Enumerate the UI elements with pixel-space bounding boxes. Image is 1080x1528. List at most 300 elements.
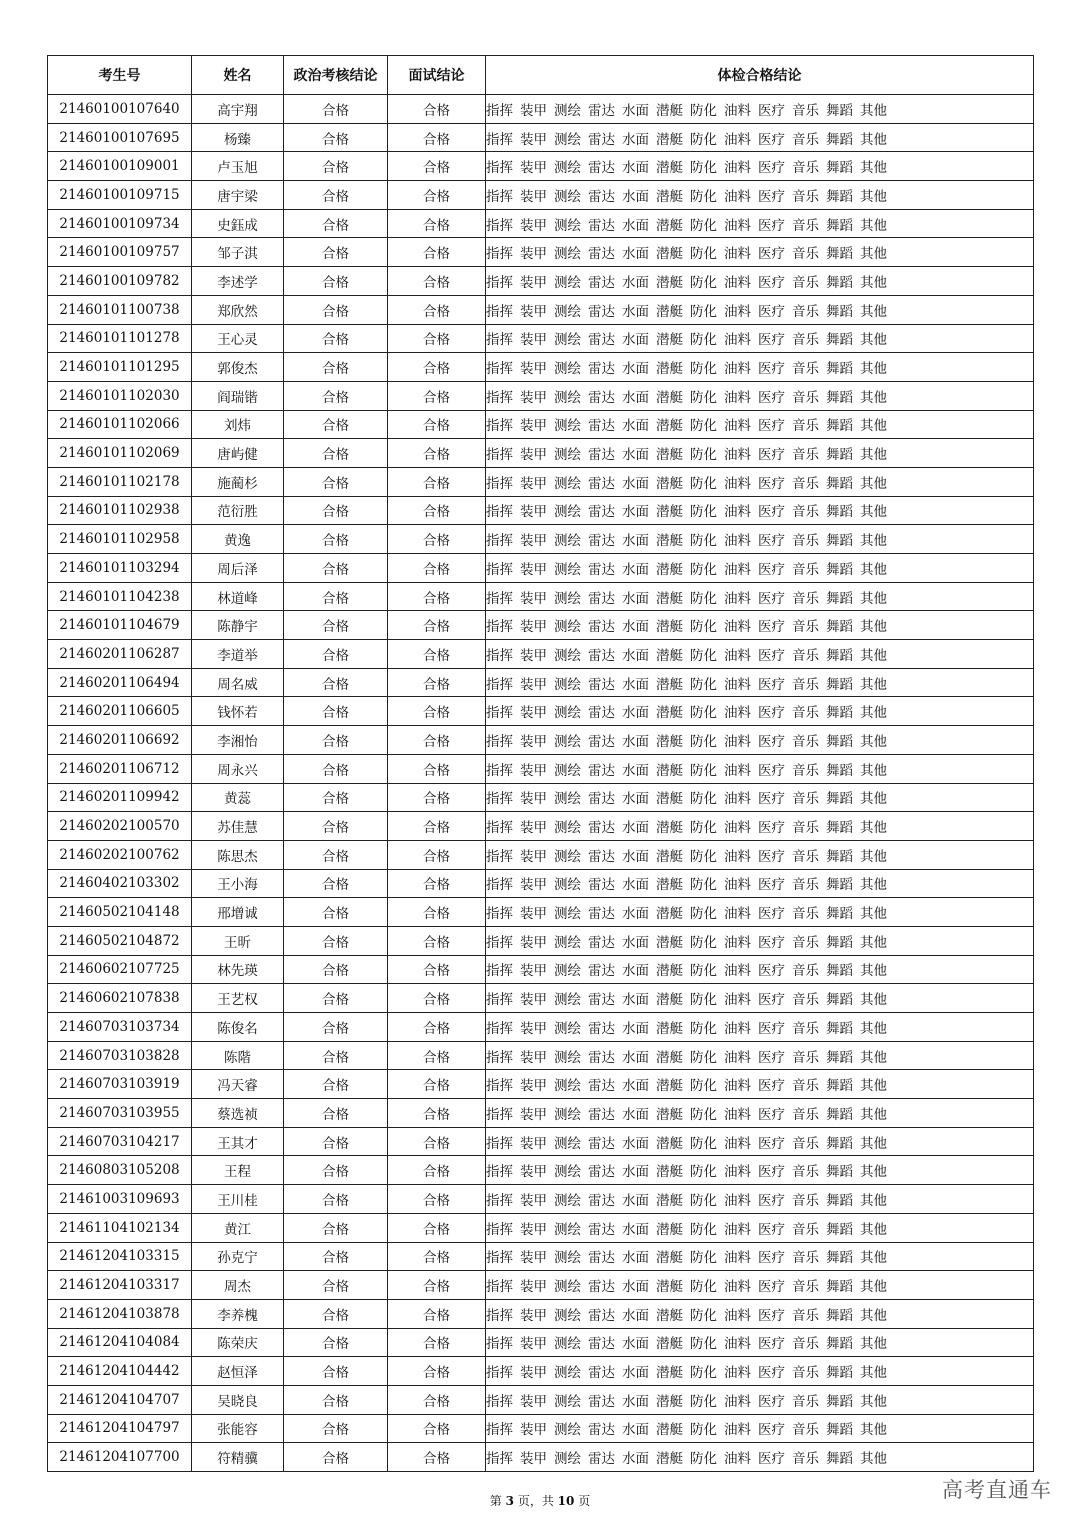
physical-label: 指挥 — [486, 1049, 513, 1066]
physical-label: 舞蹈 — [826, 820, 853, 837]
cell-physical — [486, 209, 1034, 238]
cell-id: 21460602107725 — [48, 955, 192, 984]
physical-label: 油料 — [724, 533, 751, 550]
physical-label: 指挥 — [486, 676, 513, 693]
physical-label: 水面 — [622, 1307, 649, 1324]
physical-label: 医疗 — [758, 963, 785, 980]
physical-label: 油料 — [724, 418, 751, 435]
cell-name: 黄逸 — [192, 525, 284, 554]
physical-label: 医疗 — [758, 848, 785, 865]
cell-interview: 合格 — [388, 410, 486, 439]
physical-label: 油料 — [724, 274, 751, 291]
cell-physical — [486, 554, 1034, 583]
physical-label: 测绘 — [554, 1279, 581, 1296]
physical-label: 水面 — [622, 389, 649, 406]
physical-label: 雷达 — [588, 160, 615, 177]
physical-label: 潜艇 — [656, 274, 683, 291]
cell-political: 合格 — [284, 353, 388, 382]
physical-label: 指挥 — [486, 418, 513, 435]
table-row — [48, 726, 1034, 755]
physical-label: 装甲 — [520, 963, 547, 980]
physical-label: 其他 — [860, 820, 887, 837]
cell-physical — [486, 525, 1034, 554]
physical-label: 防化 — [690, 102, 717, 119]
physical-label: 雷达 — [588, 246, 615, 263]
cell-physical — [486, 1127, 1034, 1156]
physical-label: 水面 — [622, 1451, 649, 1468]
cell-political: 合格 — [284, 1156, 388, 1185]
physical-label: 指挥 — [486, 1422, 513, 1439]
physical-label: 音乐 — [792, 1365, 819, 1382]
physical-label: 指挥 — [486, 131, 513, 148]
cell-interview: 合格 — [388, 898, 486, 927]
physical-label: 指挥 — [486, 361, 513, 378]
cell-name: 周永兴 — [192, 754, 284, 783]
table-row — [48, 496, 1034, 525]
cell-political: 合格 — [284, 1213, 388, 1242]
physical-label: 音乐 — [792, 102, 819, 119]
table-row — [48, 898, 1034, 927]
cell-political: 合格 — [284, 467, 388, 496]
physical-label: 指挥 — [486, 1078, 513, 1095]
physical-label: 雷达 — [588, 332, 615, 349]
physical-label: 油料 — [724, 447, 751, 464]
cell-id: 21460100109734 — [48, 209, 192, 238]
cell-political: 合格 — [284, 1271, 388, 1300]
physical-label: 测绘 — [554, 332, 581, 349]
physical-label: 医疗 — [758, 389, 785, 406]
physical-label: 舞蹈 — [826, 1221, 853, 1238]
physical-label: 油料 — [724, 1393, 751, 1410]
physical-label: 舞蹈 — [826, 934, 853, 951]
physical-label: 舞蹈 — [826, 160, 853, 177]
physical-label: 医疗 — [758, 1336, 785, 1353]
physical-label: 指挥 — [486, 475, 513, 492]
cell-id: 21460201106712 — [48, 754, 192, 783]
cell-interview: 合格 — [388, 1099, 486, 1128]
cell-physical — [486, 668, 1034, 697]
cell-political: 合格 — [284, 410, 388, 439]
physical-label: 音乐 — [792, 246, 819, 263]
physical-label: 装甲 — [520, 733, 547, 750]
cell-interview: 合格 — [388, 554, 486, 583]
physical-label: 油料 — [724, 303, 751, 320]
cell-id: 21460101102958 — [48, 525, 192, 554]
physical-label: 油料 — [724, 1279, 751, 1296]
physical-label: 水面 — [622, 1250, 649, 1267]
cell-interview: 合格 — [388, 1013, 486, 1042]
physical-label: 装甲 — [520, 1192, 547, 1209]
table-row — [48, 1242, 1034, 1271]
physical-label: 雷达 — [588, 188, 615, 205]
cell-id: 21460101102069 — [48, 439, 192, 468]
physical-label: 舞蹈 — [826, 1451, 853, 1468]
physical-label: 舞蹈 — [826, 246, 853, 263]
cell-physical — [486, 1328, 1034, 1357]
physical-label: 测绘 — [554, 676, 581, 693]
cell-name: 王艺权 — [192, 984, 284, 1013]
physical-label: 雷达 — [588, 1250, 615, 1267]
cell-physical — [486, 1299, 1034, 1328]
physical-label: 舞蹈 — [826, 1422, 853, 1439]
physical-label: 防化 — [690, 791, 717, 808]
physical-label: 指挥 — [486, 1451, 513, 1468]
physical-label: 雷达 — [588, 561, 615, 578]
physical-label: 油料 — [724, 647, 751, 664]
physical-label: 装甲 — [520, 303, 547, 320]
physical-label: 装甲 — [520, 820, 547, 837]
physical-label: 装甲 — [520, 418, 547, 435]
physical-label: 其他 — [860, 619, 887, 636]
physical-label: 测绘 — [554, 963, 581, 980]
table-row — [48, 439, 1034, 468]
physical-label: 舞蹈 — [826, 1250, 853, 1267]
physical-label: 医疗 — [758, 1078, 785, 1095]
cell-political: 合格 — [284, 267, 388, 296]
physical-label: 装甲 — [520, 1307, 547, 1324]
physical-label: 音乐 — [792, 1049, 819, 1066]
cell-id: 21460101102030 — [48, 381, 192, 410]
physical-label: 雷达 — [588, 1422, 615, 1439]
physical-label: 测绘 — [554, 131, 581, 148]
physical-label: 油料 — [724, 1192, 751, 1209]
cell-interview: 合格 — [388, 1357, 486, 1386]
physical-label: 雷达 — [588, 1049, 615, 1066]
cell-name: 陈階 — [192, 1041, 284, 1070]
physical-label: 油料 — [724, 504, 751, 521]
table-row — [48, 640, 1034, 669]
physical-label: 指挥 — [486, 733, 513, 750]
physical-label: 指挥 — [486, 1164, 513, 1181]
cell-name: 王小海 — [192, 869, 284, 898]
physical-label: 防化 — [690, 676, 717, 693]
physical-label: 油料 — [724, 963, 751, 980]
physical-label: 测绘 — [554, 504, 581, 521]
physical-label: 其他 — [860, 1250, 887, 1267]
cell-id: 21460101104679 — [48, 611, 192, 640]
physical-label: 指挥 — [486, 705, 513, 722]
table-row — [48, 926, 1034, 955]
physical-label: 潜艇 — [656, 1336, 683, 1353]
physical-label: 装甲 — [520, 619, 547, 636]
physical-label: 装甲 — [520, 504, 547, 521]
physical-label: 指挥 — [486, 934, 513, 951]
table-row — [48, 1213, 1034, 1242]
physical-label: 防化 — [690, 590, 717, 607]
physical-label: 音乐 — [792, 676, 819, 693]
cell-id: 21460703104217 — [48, 1127, 192, 1156]
cell-name: 李养槐 — [192, 1299, 284, 1328]
cell-id: 21460100109715 — [48, 181, 192, 210]
cell-political: 合格 — [284, 1328, 388, 1357]
physical-label: 装甲 — [520, 1078, 547, 1095]
physical-label: 其他 — [860, 676, 887, 693]
physical-label: 潜艇 — [656, 647, 683, 664]
physical-label: 测绘 — [554, 762, 581, 779]
physical-label: 装甲 — [520, 1020, 547, 1037]
table-row — [48, 324, 1034, 353]
table-row — [48, 238, 1034, 267]
physical-label: 水面 — [622, 619, 649, 636]
physical-label: 防化 — [690, 963, 717, 980]
cell-interview: 合格 — [388, 582, 486, 611]
cell-id: 21460101102066 — [48, 410, 192, 439]
physical-label: 指挥 — [486, 906, 513, 923]
cell-political: 合格 — [284, 812, 388, 841]
physical-label: 防化 — [690, 274, 717, 291]
physical-label: 舞蹈 — [826, 906, 853, 923]
physical-label: 防化 — [690, 1279, 717, 1296]
physical-label: 测绘 — [554, 820, 581, 837]
physical-label: 其他 — [860, 590, 887, 607]
physical-label: 水面 — [622, 1020, 649, 1037]
physical-label: 雷达 — [588, 1279, 615, 1296]
physical-label: 其他 — [860, 504, 887, 521]
physical-label: 音乐 — [792, 877, 819, 894]
physical-label: 舞蹈 — [826, 188, 853, 205]
cell-physical — [486, 1414, 1034, 1443]
cell-political: 合格 — [284, 1070, 388, 1099]
physical-label: 其他 — [860, 303, 887, 320]
physical-label: 潜艇 — [656, 1365, 683, 1382]
cell-id: 21460602107838 — [48, 984, 192, 1013]
physical-label: 防化 — [690, 418, 717, 435]
cell-political: 合格 — [284, 611, 388, 640]
physical-label: 装甲 — [520, 590, 547, 607]
physical-label: 指挥 — [486, 332, 513, 349]
physical-label: 其他 — [860, 1020, 887, 1037]
physical-label: 音乐 — [792, 1393, 819, 1410]
cell-interview: 合格 — [388, 926, 486, 955]
cell-physical — [486, 1242, 1034, 1271]
physical-label: 测绘 — [554, 533, 581, 550]
physical-label: 装甲 — [520, 475, 547, 492]
physical-label: 水面 — [622, 447, 649, 464]
physical-label: 油料 — [724, 1451, 751, 1468]
physical-label: 水面 — [622, 647, 649, 664]
table-row — [48, 554, 1034, 583]
physical-label: 测绘 — [554, 1336, 581, 1353]
physical-label: 油料 — [724, 561, 751, 578]
physical-label: 水面 — [622, 361, 649, 378]
physical-label: 水面 — [622, 504, 649, 521]
physical-label: 水面 — [622, 848, 649, 865]
physical-label: 装甲 — [520, 992, 547, 1009]
physical-label: 油料 — [724, 389, 751, 406]
table-row — [48, 840, 1034, 869]
physical-label: 油料 — [724, 762, 751, 779]
header-name: 姓名 — [192, 56, 284, 95]
cell-name: 王程 — [192, 1156, 284, 1185]
physical-label: 潜艇 — [656, 102, 683, 119]
physical-label: 水面 — [622, 1365, 649, 1382]
physical-label: 测绘 — [554, 1365, 581, 1382]
physical-label: 油料 — [724, 820, 751, 837]
cell-political: 合格 — [284, 898, 388, 927]
cell-interview: 合格 — [388, 209, 486, 238]
physical-label: 音乐 — [792, 762, 819, 779]
physical-label: 其他 — [860, 332, 887, 349]
cell-interview: 合格 — [388, 467, 486, 496]
physical-label: 潜艇 — [656, 1393, 683, 1410]
cell-political: 合格 — [284, 1443, 388, 1472]
cell-physical — [486, 1013, 1034, 1042]
physical-label: 雷达 — [588, 820, 615, 837]
physical-label: 水面 — [622, 1164, 649, 1181]
physical-label: 其他 — [860, 188, 887, 205]
physical-label: 舞蹈 — [826, 1307, 853, 1324]
physical-label: 防化 — [690, 1336, 717, 1353]
header-political: 政治考核结论 — [284, 56, 388, 95]
cell-id: 21461003109693 — [48, 1185, 192, 1214]
cell-id: 21460100107695 — [48, 123, 192, 152]
physical-label: 雷达 — [588, 1451, 615, 1468]
physical-label: 油料 — [724, 246, 751, 263]
physical-label: 油料 — [724, 1365, 751, 1382]
cell-name: 陈俊名 — [192, 1013, 284, 1042]
physical-label: 舞蹈 — [826, 1393, 853, 1410]
physical-label: 油料 — [724, 1135, 751, 1152]
physical-label: 油料 — [724, 676, 751, 693]
cell-name: 郑欣然 — [192, 295, 284, 324]
cell-interview: 合格 — [388, 984, 486, 1013]
physical-label: 舞蹈 — [826, 733, 853, 750]
cell-id: 21461204104442 — [48, 1357, 192, 1386]
physical-label: 防化 — [690, 1078, 717, 1095]
physical-label: 测绘 — [554, 418, 581, 435]
physical-label: 防化 — [690, 1422, 717, 1439]
cell-id: 21460101104238 — [48, 582, 192, 611]
physical-label: 音乐 — [792, 332, 819, 349]
physical-label: 潜艇 — [656, 676, 683, 693]
cell-physical — [486, 1099, 1034, 1128]
physical-label: 水面 — [622, 332, 649, 349]
cell-political: 合格 — [284, 1357, 388, 1386]
cell-physical — [486, 869, 1034, 898]
physical-label: 装甲 — [520, 762, 547, 779]
cell-interview: 合格 — [388, 1185, 486, 1214]
physical-label: 防化 — [690, 389, 717, 406]
table-row — [48, 984, 1034, 1013]
cell-physical — [486, 1213, 1034, 1242]
physical-label: 舞蹈 — [826, 877, 853, 894]
physical-label: 油料 — [724, 848, 751, 865]
physical-label: 测绘 — [554, 733, 581, 750]
physical-label: 潜艇 — [656, 705, 683, 722]
physical-label: 防化 — [690, 1020, 717, 1037]
table-row — [48, 783, 1034, 812]
physical-label: 测绘 — [554, 561, 581, 578]
cell-political: 合格 — [284, 295, 388, 324]
cell-physical — [486, 324, 1034, 353]
physical-label: 油料 — [724, 1307, 751, 1324]
physical-label: 医疗 — [758, 561, 785, 578]
physical-label: 舞蹈 — [826, 1106, 853, 1123]
physical-label: 测绘 — [554, 447, 581, 464]
physical-label: 其他 — [860, 418, 887, 435]
physical-label: 雷达 — [588, 504, 615, 521]
cell-interview: 合格 — [388, 754, 486, 783]
table-row — [48, 1185, 1034, 1214]
cell-political: 合格 — [284, 95, 388, 124]
physical-label: 油料 — [724, 733, 751, 750]
physical-label: 雷达 — [588, 762, 615, 779]
cell-id: 21460201106605 — [48, 697, 192, 726]
physical-label: 油料 — [724, 102, 751, 119]
cell-interview: 合格 — [388, 525, 486, 554]
physical-label: 医疗 — [758, 102, 785, 119]
cell-interview: 合格 — [388, 812, 486, 841]
physical-label: 指挥 — [486, 246, 513, 263]
cell-name: 冯天睿 — [192, 1070, 284, 1099]
cell-name: 杨臻 — [192, 123, 284, 152]
cell-interview: 合格 — [388, 726, 486, 755]
cell-name: 唐屿健 — [192, 439, 284, 468]
physical-label: 测绘 — [554, 246, 581, 263]
physical-label: 水面 — [622, 188, 649, 205]
table-row — [48, 353, 1034, 382]
physical-label: 装甲 — [520, 676, 547, 693]
cell-name: 史鈺成 — [192, 209, 284, 238]
physical-label: 雷达 — [588, 877, 615, 894]
physical-label: 音乐 — [792, 1451, 819, 1468]
physical-label: 音乐 — [792, 160, 819, 177]
cell-political: 合格 — [284, 1414, 388, 1443]
cell-name: 张能容 — [192, 1414, 284, 1443]
cell-political: 合格 — [284, 1185, 388, 1214]
physical-label: 舞蹈 — [826, 102, 853, 119]
table-row — [48, 754, 1034, 783]
physical-label: 装甲 — [520, 188, 547, 205]
physical-label: 舞蹈 — [826, 590, 853, 607]
physical-label: 音乐 — [792, 1135, 819, 1152]
physical-label: 测绘 — [554, 188, 581, 205]
cell-id: 21460101103294 — [48, 554, 192, 583]
physical-label: 医疗 — [758, 1192, 785, 1209]
table-row — [48, 95, 1034, 124]
physical-label: 潜艇 — [656, 188, 683, 205]
physical-label: 潜艇 — [656, 533, 683, 550]
physical-label: 油料 — [724, 188, 751, 205]
cell-id: 21461204103317 — [48, 1271, 192, 1300]
physical-label: 水面 — [622, 705, 649, 722]
cell-political: 合格 — [284, 926, 388, 955]
physical-label: 防化 — [690, 619, 717, 636]
physical-label: 医疗 — [758, 934, 785, 951]
physical-label: 医疗 — [758, 504, 785, 521]
physical-label: 水面 — [622, 274, 649, 291]
physical-label: 雷达 — [588, 1020, 615, 1037]
physical-label: 雷达 — [588, 1164, 615, 1181]
physical-label: 水面 — [622, 160, 649, 177]
physical-label: 舞蹈 — [826, 676, 853, 693]
cell-name: 邹子淇 — [192, 238, 284, 267]
physical-label: 音乐 — [792, 217, 819, 234]
cell-physical — [486, 611, 1034, 640]
physical-label: 潜艇 — [656, 590, 683, 607]
physical-label: 潜艇 — [656, 1221, 683, 1238]
cell-interview: 合格 — [388, 496, 486, 525]
physical-label: 音乐 — [792, 619, 819, 636]
physical-label: 音乐 — [792, 131, 819, 148]
physical-label: 舞蹈 — [826, 303, 853, 320]
physical-label: 医疗 — [758, 160, 785, 177]
physical-label: 其他 — [860, 1164, 887, 1181]
physical-label: 舞蹈 — [826, 475, 853, 492]
cell-interview: 合格 — [388, 267, 486, 296]
cell-interview: 合格 — [388, 1271, 486, 1300]
cell-political: 合格 — [284, 1099, 388, 1128]
